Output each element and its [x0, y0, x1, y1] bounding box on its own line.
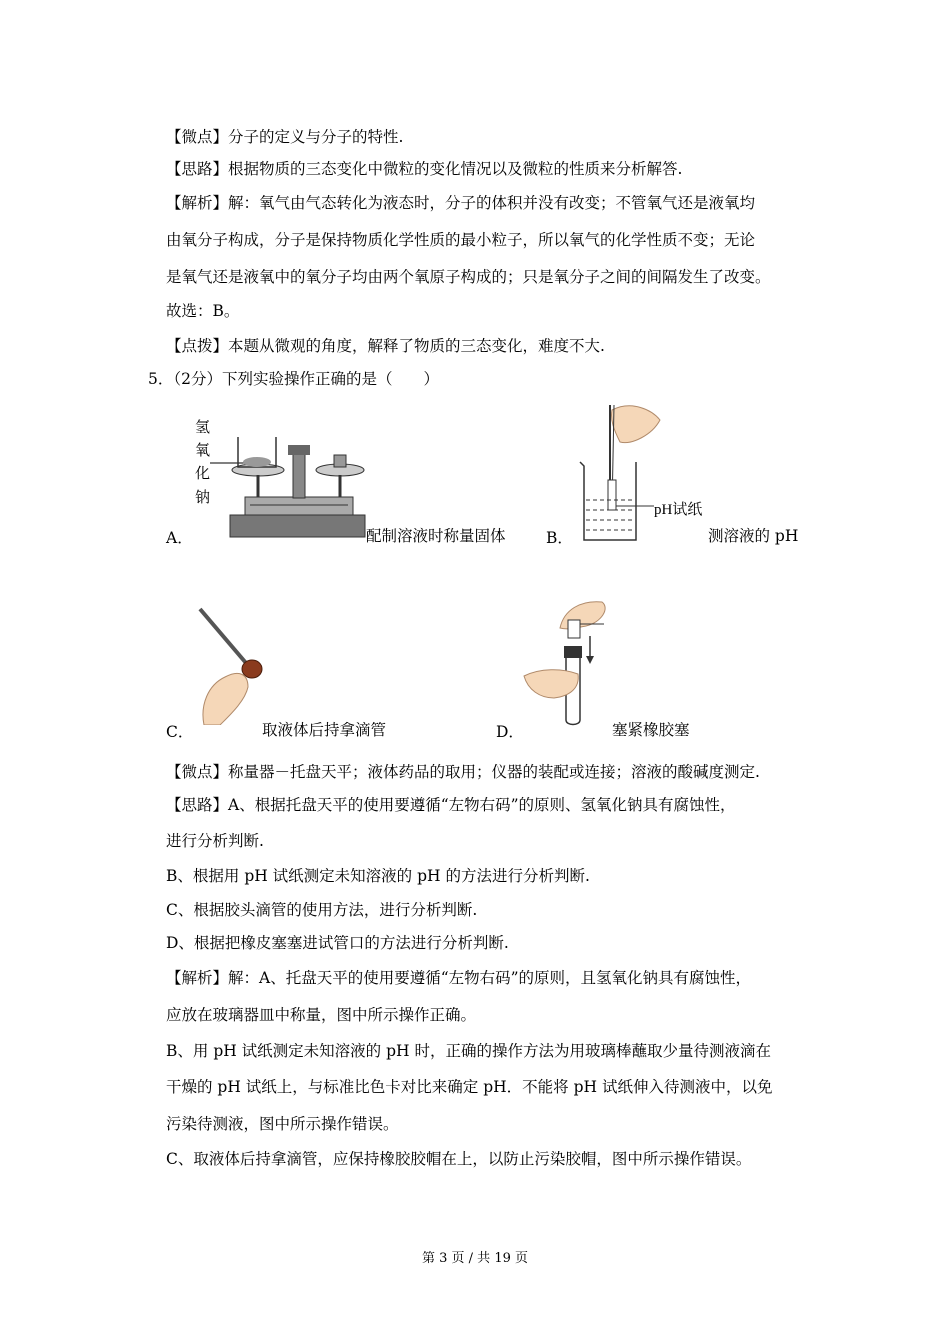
text-line-7: 【点拨】本题从微观的角度，解释了物质的三态变化，难度不大.	[166, 337, 605, 355]
option-a-letter: A．	[166, 529, 193, 547]
text-line-14: 【解析】解：A、托盘天平的使用要遵循“左物右码”的原则，且氢氧化钠具有腐蚀性，	[166, 969, 752, 987]
side-label-char-4: 钠	[195, 490, 211, 506]
text-line-10: 进行分析判断.	[166, 832, 264, 850]
option-b-letter: B．	[546, 529, 573, 547]
figure-c-dropper	[190, 605, 280, 725]
text-line-13: D、根据把橡皮塞塞进试管口的方法进行分析判断.	[166, 934, 509, 952]
option-c-letter: C．	[166, 723, 194, 741]
text-line-18: 污染待测液，图中所示操作错误。	[166, 1115, 399, 1133]
text-line-2: 【思路】根据物质的三态变化中微粒的变化情况以及微粒的性质来分析解答.	[166, 160, 683, 178]
text-line-11: B、根据用 pH 试纸测定未知溶液的 pH 的方法进行分析判断.	[166, 867, 590, 885]
text-line-17: 干燥的 pH 试纸上，与标准比色卡对比来确定 pH．不能将 pH 试纸伸入待测液中，以免	[166, 1078, 773, 1096]
option-b-caption: 测溶液的 pH	[708, 527, 799, 545]
option-d-caption: 塞紧橡胶塞	[612, 721, 690, 739]
text-line-6: 故选：B。	[166, 302, 240, 320]
page-footer: 第 3 页 / 共 19 页	[422, 1251, 528, 1266]
side-label-char-2: 氧	[195, 443, 211, 459]
text-line-1: 【微点】分子的定义与分子的特性.	[166, 128, 404, 146]
side-label-char-1: 氢	[195, 420, 211, 436]
figure-b-ph-test	[572, 400, 722, 550]
text-line-8: 【微点】称量器－托盘天平；液体药品的取用；仪器的装配或连接；溶液的酸碱度测定.	[166, 763, 760, 781]
text-line-4: 由氧分子构成，分子是保持物质化学性质的最小粒子，所以氧气的化学性质不变；无论	[166, 231, 756, 249]
question-title: 5．（2分）下列实验操作正确的是（ ）	[148, 370, 439, 388]
text-line-3: 【解析】解：氧气由气态转化为液态时，分子的体积并没有改变；不管氧气还是液氧均	[166, 194, 756, 212]
text-line-19: C、取液体后持拿滴管，应保持橡胶胶帽在上，以防止污染胶帽，图中所示操作错误。	[166, 1150, 752, 1168]
text-line-15: 应放在玻璃器皿中称量，图中所示操作正确。	[166, 1006, 477, 1024]
side-label-char-3: 化	[195, 466, 211, 482]
ph-paper-tag: pH试纸	[654, 502, 703, 518]
option-d-letter: D．	[496, 723, 524, 741]
text-line-12: C、根据胶头滴管的使用方法，进行分析判断.	[166, 901, 478, 919]
option-a-caption: 配制溶液时称量固体	[366, 527, 506, 545]
text-line-5: 是氧气还是液氧中的氧分子均由两个氧原子构成的；只是氧分子之间的间隔发生了改变。	[166, 268, 771, 286]
text-line-16: B、用 pH 试纸测定未知溶液的 pH 时，正确的操作方法为用玻璃棒蘸取少量待测液滴在	[166, 1042, 771, 1060]
figure-d-stopper	[520, 598, 615, 728]
figure-a-balance	[190, 415, 370, 545]
option-c-caption: 取液体后持拿滴管	[262, 721, 387, 739]
text-line-9: 【思路】A、根据托盘天平的使用要遵循“左物右码”的原则、氢氧化钠具有腐蚀性，	[166, 796, 736, 814]
